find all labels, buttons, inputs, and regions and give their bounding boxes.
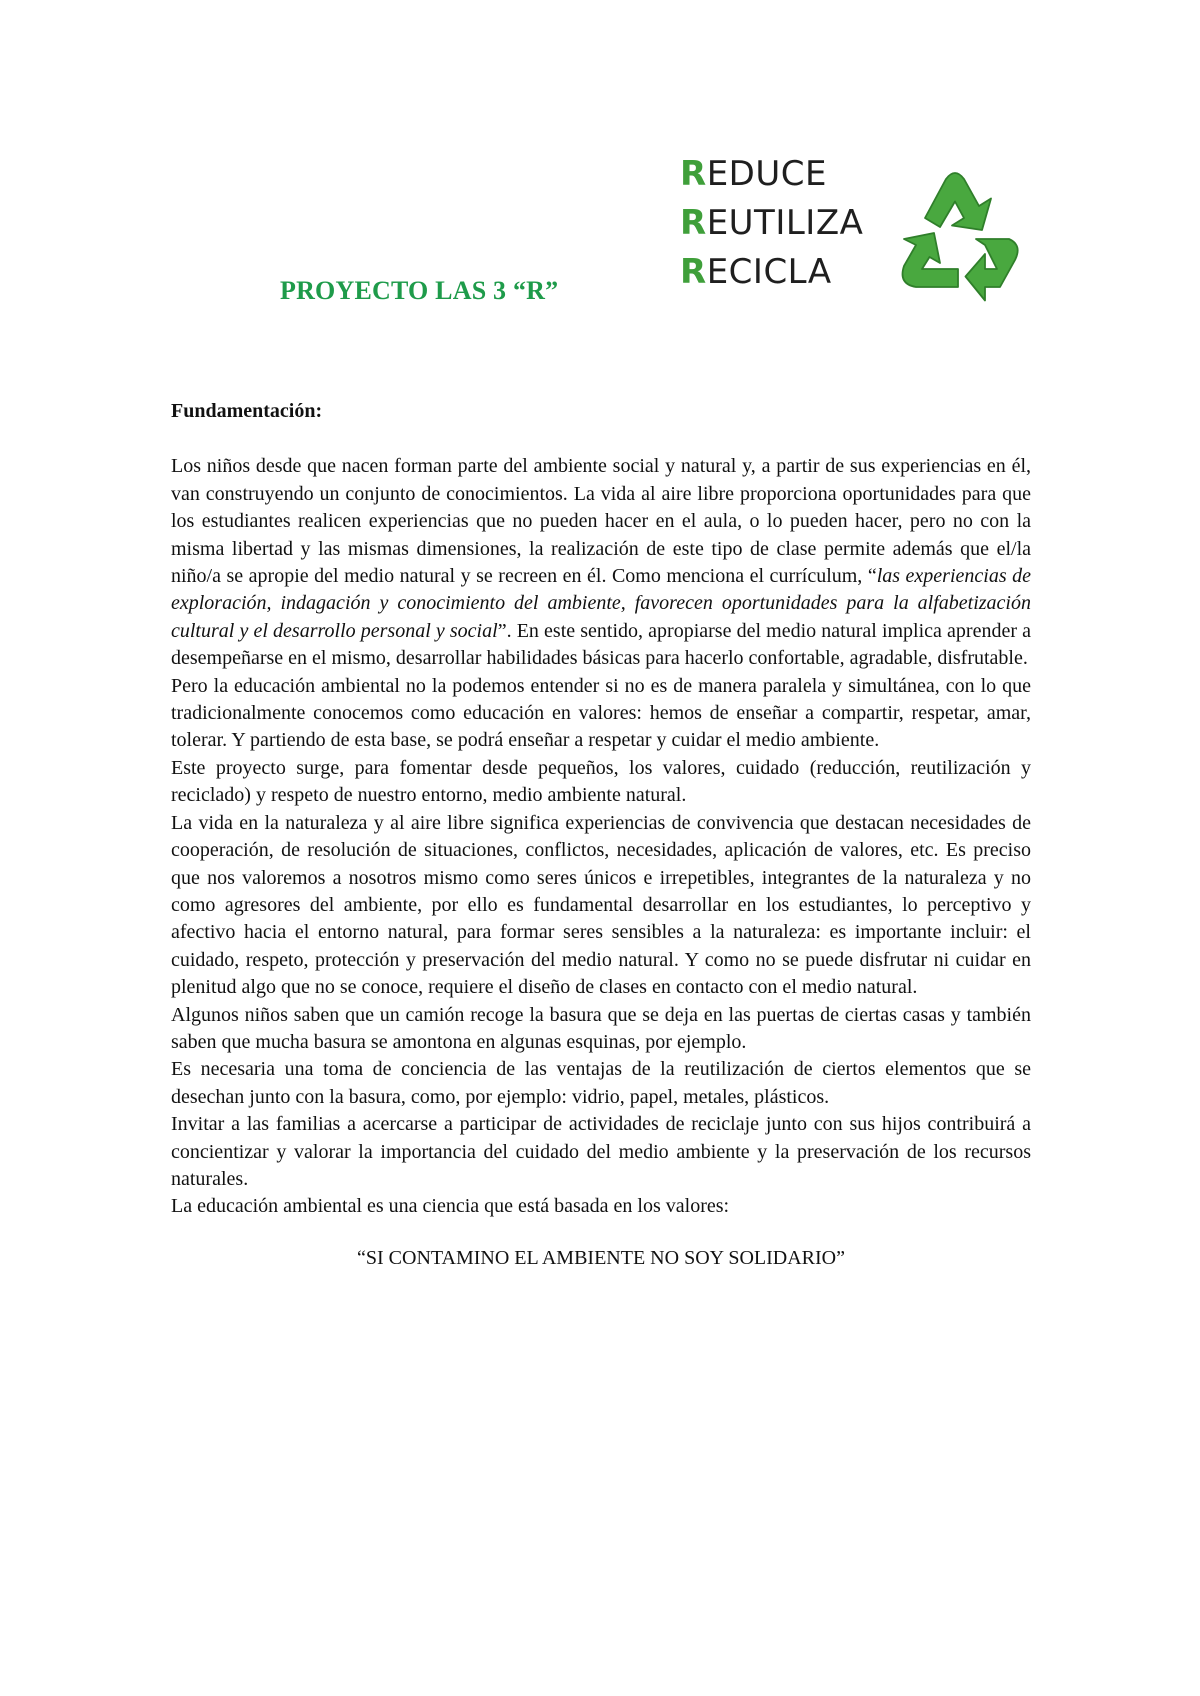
document-title: PROYECTO LAS 3 “R” (280, 276, 559, 305)
paragraph-5: Algunos niños saben que un camión recoge la basura que se deja en las puertas de ciertas casas y también saben que mucha basura se amontona en algunas esquinas, por ejemplo. (171, 1003, 1031, 1053)
logo-word-recicla (680, 248, 863, 297)
paragraph-text: Los niños desde que nacen forman parte del ambiente social y natural y, a partir de sus experiencias en él, van construyendo un conjunto de conocimientos. La vida al aire libre proporciona oportunidades para que los estudiantes realicen experiencias que no pueden hacer en el aula, o lo pueden hacer, pero no con la misma libertad y las mismas dimensiones, la realización de este tipo de clase permite además que el/la niño/a se apropie del medio natural y se recreen en él. Como menciona el currículum, “ (171, 455, 1031, 588)
paragraph-text: ”. En este sentido, apropiarse del medio natural implica aprender a desempeñarse en el mismo, desarrollar habilidades básicas para hacerlo confortable, agradable, disfrutable. (171, 619, 1032, 670)
logo-word-initial: R (680, 203, 707, 243)
reduce-reutiliza-recicla-logo (680, 150, 1040, 310)
logo-word-reutiliza (680, 199, 863, 248)
paragraph-7: Invitar a las familias a acercarse a participar de actividades de reciclaje junto con sus hijos contribuirá a concientizar y valorar la importancia del cuidado del medio ambiente y la preservación de los recursos naturales. (171, 1113, 1031, 1190)
paragraph-1 (171, 453, 1031, 672)
paragraph-4: La vida en la naturaleza y al aire libre significa experiencias de convivencia que destacan necesidades de cooperación, de resolución de situaciones, conflictos, necesidades, aplicación de valores, etc. Es preciso que nos valoremos a nosotros mismo como seres únicos e irrepetibles, integrantes de la naturaleza y no como agresores del ambiente, por ello es fundamental desarrollar en los estudiantes, lo perceptivo y afectivo hacia el entorno natural, para formar seres sensibles a la naturaleza: es importante incluir: el cuidado, respeto, protección y preservación del medio natural. Y como no se puede disfrutar ni cuidar en plenitud algo que no se conoce, requiere el diseño de clases en contacto con el medio natural. (171, 811, 1031, 999)
slogan: “SI CONTAMINO EL AMBIENTE NO SOY SOLIDARIO” (357, 1246, 845, 1269)
logo-word-initial: R (680, 252, 707, 292)
paragraph-6: Es necesaria una toma de conciencia de las ventajas de la reutilización de ciertos elementos que se desechan junto con la basura, como, por ejemplo: vidrio, papel, metales, plásticos. (171, 1058, 1031, 1108)
recycle-icon (880, 158, 1030, 308)
logo-word-rest: EUTILIZA (706, 203, 864, 243)
paragraph-3: Este proyecto surge, para fomentar desde pequeños, los valores, cuidado (reducción, reutilización y reciclado) y respeto de nuestro entorno, medio ambiente natural. (171, 756, 1031, 807)
logo-word-initial: R (680, 154, 707, 194)
logo-word-rest: ECICLA (706, 252, 832, 292)
document-body (171, 398, 1031, 1272)
curriculum-quote: las experiencias de exploración, indagación y conocimiento del ambiente, favorecen oportunidades para la alfabetización cultural y el desarrollo personal y social (171, 565, 1032, 642)
logo-word-rest: EDUCE (706, 154, 827, 194)
section-heading: Fundamentación: (171, 400, 323, 422)
paragraph-2: Pero la educación ambiental no la podemos entender si no es de manera paralela y simultánea, con lo que tradicionalmente conocemos como educación en valores: hemos de enseñar a compartir, respetar, amar, tolerar. Y partiendo de esta base, se podrá enseñar a respetar y cuidar el medio ambiente. (171, 674, 1031, 752)
logo-words (680, 150, 863, 297)
paragraph-8: La educación ambiental es una ciencia que está basada en los valores: (171, 1195, 730, 1218)
logo-word-reduce (680, 150, 863, 199)
